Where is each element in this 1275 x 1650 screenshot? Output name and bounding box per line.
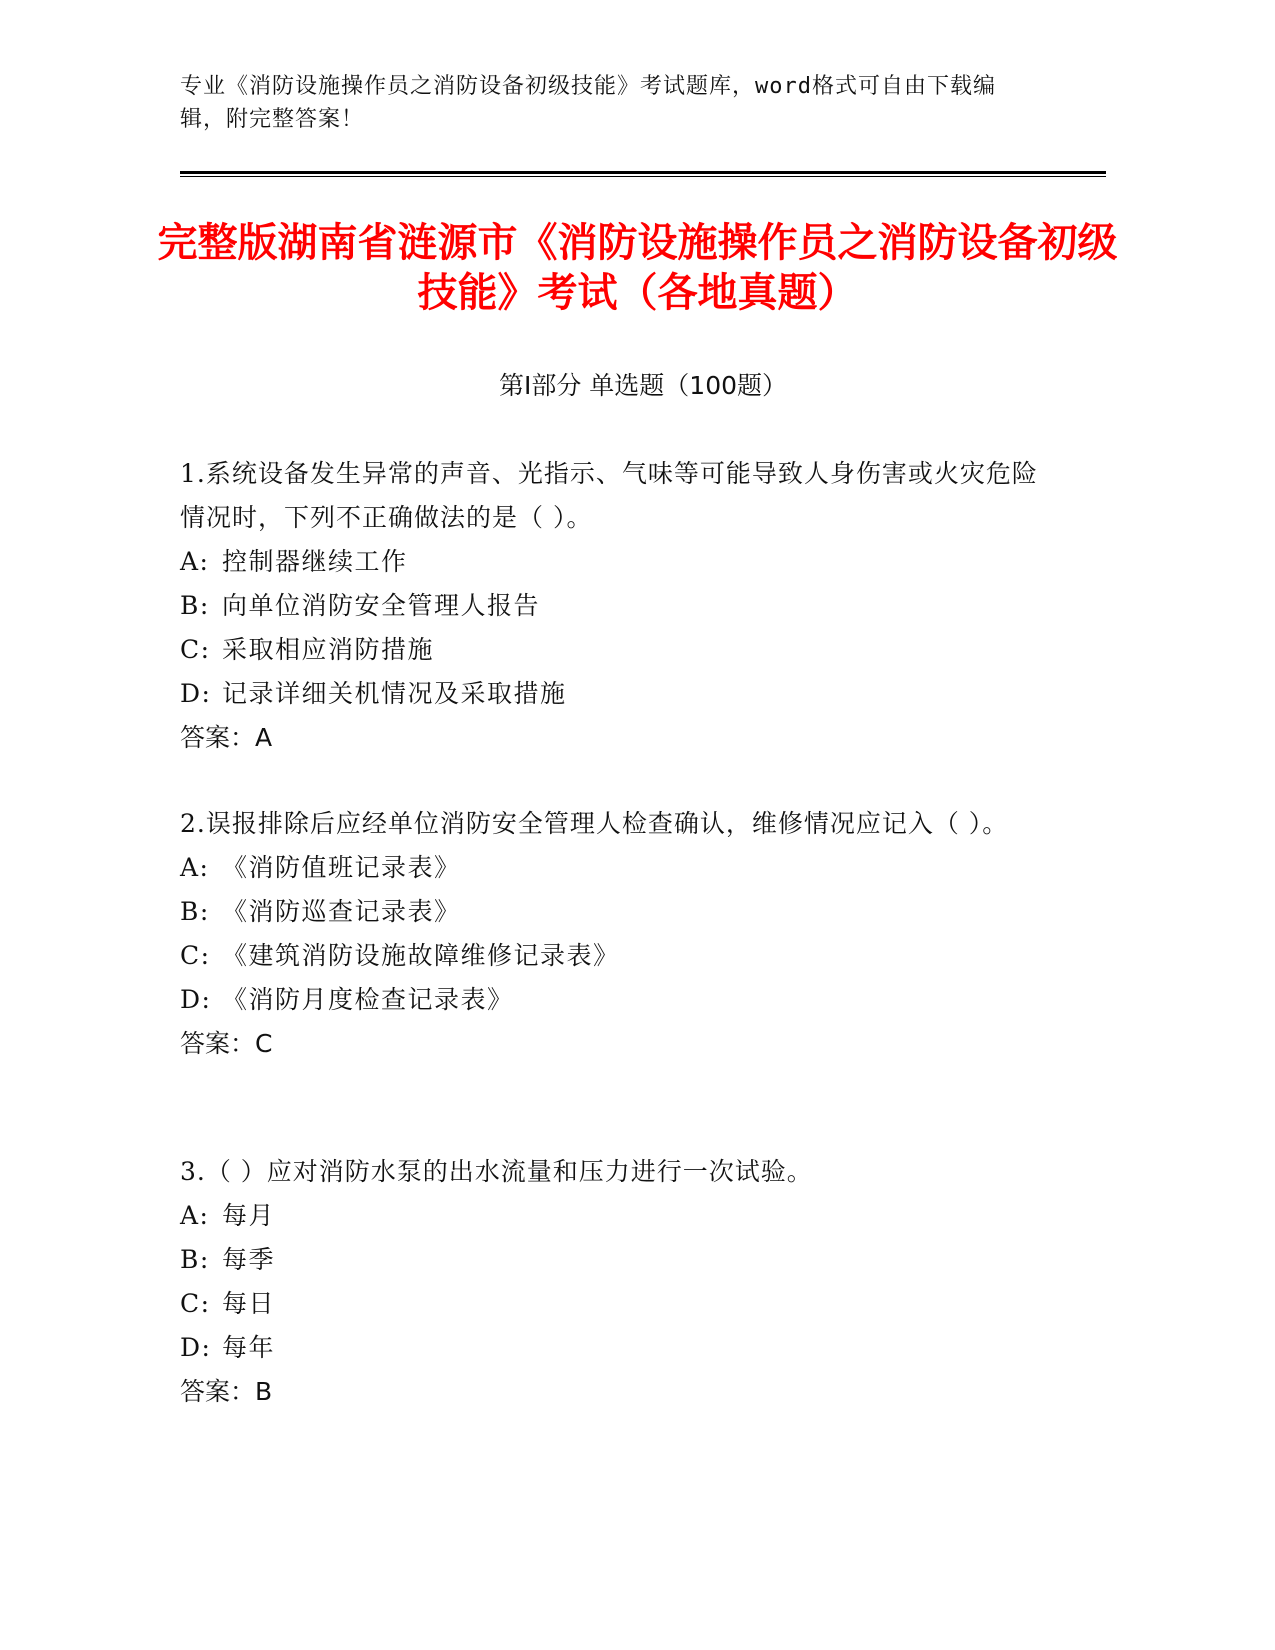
question-3 <box>180 1150 1040 1414</box>
question-2 <box>180 802 1040 1066</box>
option-text: 向单位消防安全管理人报告 <box>222 591 541 620</box>
option-key: D: <box>180 985 212 1014</box>
option-c <box>180 628 1040 672</box>
question-stem: 1.系统设备发生异常的声音、光指示、气味等可能导致人身伤害或火灾危险情况时，下列不正确做法的是（ ）。 <box>180 459 1038 532</box>
option-b <box>180 584 1040 628</box>
option-b <box>180 1238 1040 1282</box>
option-d <box>180 978 1040 1022</box>
option-b <box>180 890 1040 934</box>
option-key: A: <box>180 1201 210 1230</box>
option-text: 记录详细关机情况及采取措施 <box>222 679 567 708</box>
header-note: 专业《消防设施操作员之消防设备初级技能》考试题库，word格式可自由下载编辑，附完整答案！ <box>180 74 996 132</box>
option-key: C: <box>180 941 211 970</box>
option-a <box>180 1194 1040 1238</box>
question-stem: 3.（ ）应对消防水泵的出水流量和压力进行一次试验。 <box>180 1157 813 1186</box>
option-key: B: <box>180 897 210 926</box>
option-text: 《建筑消防设施故障维修记录表》 <box>222 941 620 970</box>
document-title: 完整版湖南省涟源市《消防设施操作员之消防设备初级技能》考试（各地真题） <box>157 220 1118 316</box>
option-d <box>180 672 1040 716</box>
option-key: C: <box>180 635 211 664</box>
option-text: 每日 <box>222 1289 276 1318</box>
option-text: 采取相应消防措施 <box>222 635 435 664</box>
option-text: 《消防月度检查记录表》 <box>222 985 514 1014</box>
option-key: B: <box>180 591 210 620</box>
option-key: D: <box>180 679 212 708</box>
option-text: 每年 <box>222 1333 276 1362</box>
option-key: A: <box>180 853 210 882</box>
section-title: 第Ⅰ部分 单选题（100题） <box>498 371 788 400</box>
answer: 答案：C <box>180 1029 273 1058</box>
option-key: B: <box>180 1245 210 1274</box>
option-key: D: <box>180 1333 212 1362</box>
option-c <box>180 934 1040 978</box>
header-divider-thick <box>180 171 1106 174</box>
option-a <box>180 846 1040 890</box>
option-a <box>180 540 1040 584</box>
option-c <box>180 1282 1040 1326</box>
option-key: A: <box>180 547 210 576</box>
question-1 <box>180 452 1040 760</box>
option-text: 《消防值班记录表》 <box>222 853 461 882</box>
option-text: 每月 <box>222 1201 276 1230</box>
question-stem: 2.误报排除后应经单位消防安全管理人检查确认，维修情况应记入（ ）。 <box>180 809 1009 838</box>
answer: 答案：B <box>180 1377 273 1406</box>
header-divider-thin <box>180 176 1106 177</box>
option-text: 控制器继续工作 <box>222 547 408 576</box>
answer: 答案：A <box>180 723 273 752</box>
option-key: C: <box>180 1289 211 1318</box>
option-text: 每季 <box>222 1245 276 1274</box>
option-text: 《消防巡查记录表》 <box>222 897 461 926</box>
option-d <box>180 1326 1040 1370</box>
